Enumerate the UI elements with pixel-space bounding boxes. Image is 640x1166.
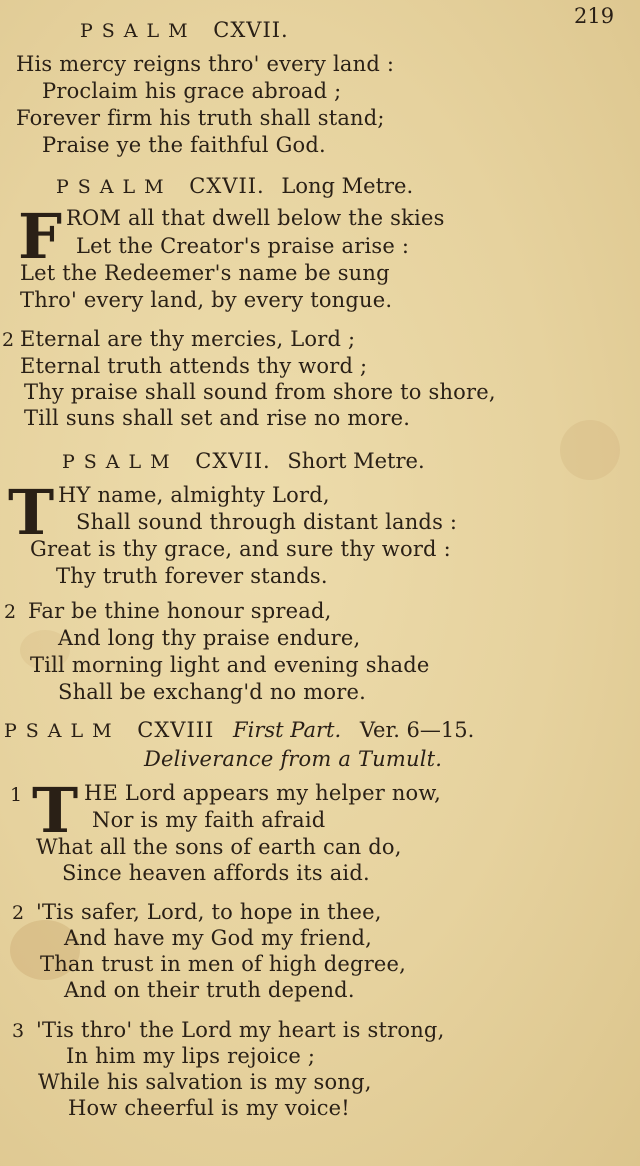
verse-line: Thy praise shall sound from shore to shore, bbox=[24, 380, 496, 404]
psalm-subtitle: Deliverance from a Tumult. bbox=[144, 747, 443, 771]
verse-line: Let the Redeemer's name be sung bbox=[20, 261, 390, 285]
paper-stain bbox=[560, 420, 620, 480]
psalm117-short-heading bbox=[62, 447, 425, 476]
verse-line: Nor is my faith afraid bbox=[92, 808, 326, 832]
verse-line: Eternal are thy mercies, Lord ; bbox=[20, 327, 356, 351]
verse-line: Let the Creator's praise arise : bbox=[76, 234, 410, 258]
verse-line: Since heaven affords its aid. bbox=[62, 861, 370, 885]
verse-line: Great is thy grace, and sure thy word : bbox=[30, 537, 451, 561]
metre-label: Long Metre. bbox=[281, 174, 414, 198]
metre-label: Short Metre. bbox=[287, 449, 425, 473]
verse-line: ROM all that dwell below the skies bbox=[66, 206, 445, 230]
heading-number: CXVII. bbox=[195, 449, 271, 473]
heading-word: PSALM bbox=[4, 720, 121, 742]
psalm118-heading bbox=[4, 716, 474, 745]
verse-line: Till suns shall set and rise no more. bbox=[24, 406, 411, 430]
heading-number: CXVII. bbox=[213, 18, 289, 42]
heading-number: CXVII. bbox=[189, 174, 265, 198]
verse-line: Than trust in men of high degree, bbox=[40, 952, 407, 976]
psalm117-long-heading bbox=[56, 172, 413, 201]
verse-line: What all the sons of earth can do, bbox=[36, 835, 402, 859]
verse-line: Eternal truth attends thy word ; bbox=[20, 354, 368, 378]
verse-number: 2 bbox=[4, 601, 17, 623]
drop-cap: T bbox=[8, 476, 55, 549]
part-label: First Part. bbox=[233, 718, 342, 742]
verse-line: HE Lord appears my helper now, bbox=[84, 781, 441, 805]
verse-line: 'Tis thro' the Lord my heart is strong, bbox=[36, 1018, 445, 1042]
verses-label: Ver. 6—15. bbox=[359, 718, 475, 742]
verse-line: Far be thine honour spread, bbox=[28, 599, 332, 623]
verse-line: Praise ye the faithful God. bbox=[42, 133, 326, 157]
verse-line: And have my God my friend, bbox=[64, 926, 373, 950]
verse-line: While his salvation is my song, bbox=[38, 1070, 372, 1094]
verse-line: Shall be exchang'd no more. bbox=[58, 680, 366, 704]
verse-line: How cheerful is my voice! bbox=[68, 1096, 350, 1120]
verse-line: Forever firm his truth shall stand; bbox=[16, 106, 385, 130]
drop-cap: T bbox=[32, 774, 79, 847]
verse-line: His mercy reigns thro' every land : bbox=[16, 52, 395, 76]
psalm117-cont-heading bbox=[80, 16, 289, 45]
verse-line: Thro' every land, by every tongue. bbox=[20, 288, 393, 312]
verse-number: 1 bbox=[10, 784, 23, 806]
heading-word: PSALM bbox=[56, 176, 173, 198]
verse-number: 2 bbox=[12, 902, 25, 924]
verse-line: Thy truth forever stands. bbox=[56, 564, 328, 588]
verse-line: Shall sound through distant lands : bbox=[76, 510, 458, 534]
verse-line: In him my lips rejoice ; bbox=[66, 1044, 316, 1068]
verse-line: Till morning light and evening shade bbox=[30, 653, 430, 677]
drop-cap: F bbox=[18, 200, 63, 273]
verse-line: And long thy praise endure, bbox=[58, 626, 361, 650]
verse-number: 3 bbox=[12, 1020, 25, 1042]
verse-line: And on their truth depend. bbox=[64, 978, 355, 1002]
heading-word: PSALM bbox=[62, 451, 179, 473]
verse-number: 2 bbox=[2, 329, 15, 351]
page-number: 219 bbox=[574, 4, 615, 28]
heading-number: CXVIII bbox=[137, 718, 215, 742]
heading-word: PSALM bbox=[80, 20, 197, 42]
verse-line: HY name, almighty Lord, bbox=[58, 483, 330, 507]
verse-line: 'Tis safer, Lord, to hope in thee, bbox=[36, 900, 382, 924]
verse-line: Proclaim his grace abroad ; bbox=[42, 79, 342, 103]
